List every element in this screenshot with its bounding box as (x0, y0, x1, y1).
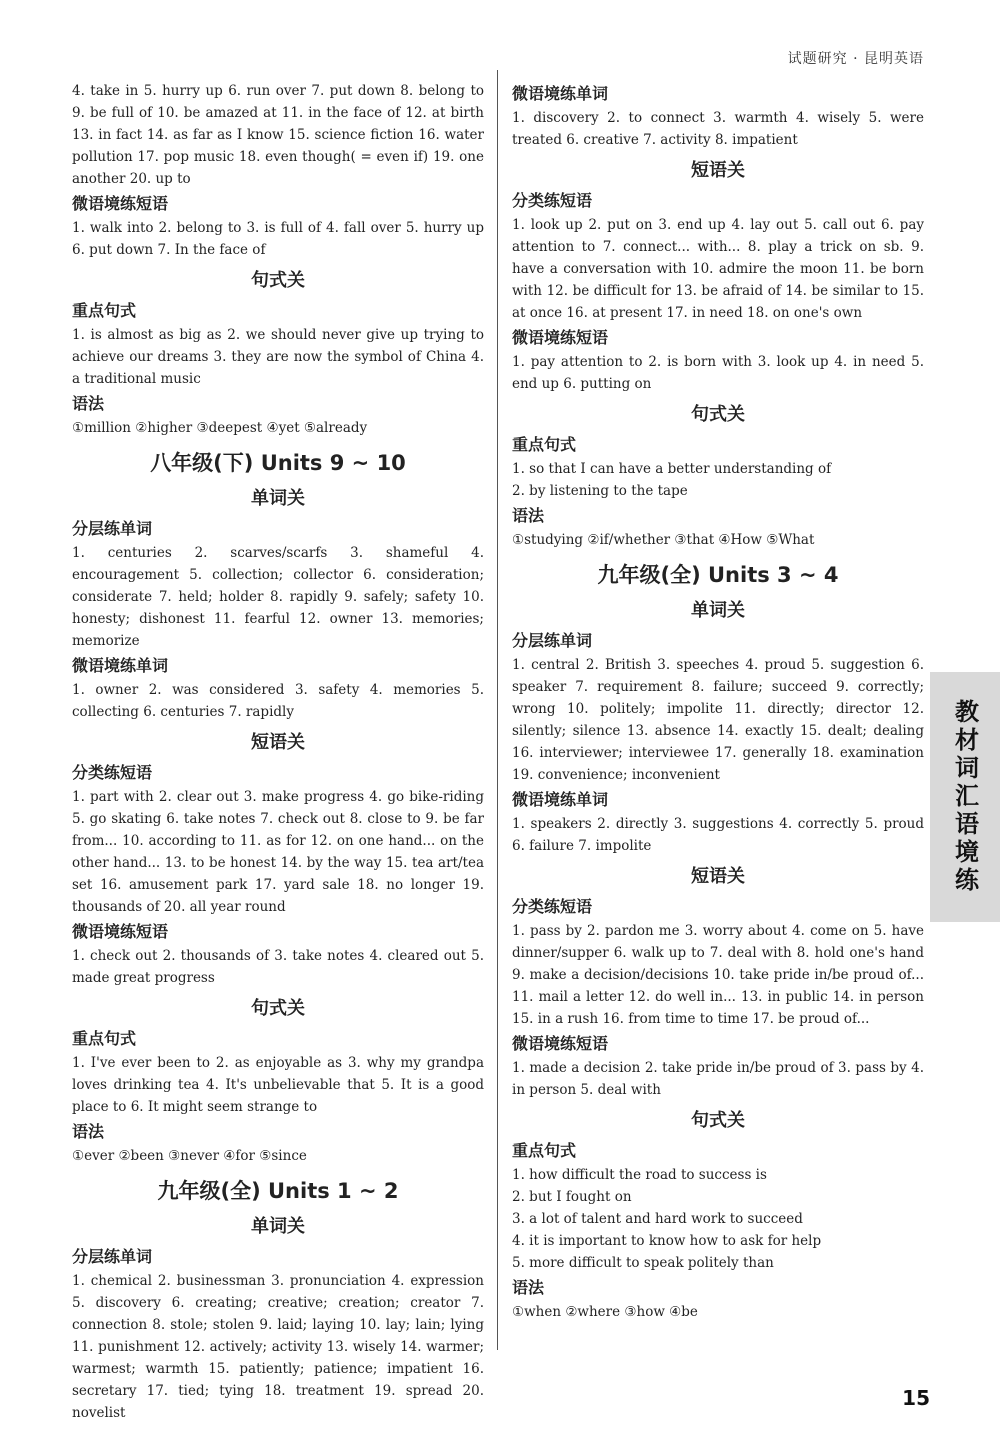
block-heading: 分层练单词 (72, 1247, 153, 1266)
block-heading: 重点句式 (512, 1141, 577, 1160)
section-heading: 句式关 (691, 404, 745, 425)
page-number: 15 (902, 1386, 930, 1410)
answer-text: 1. discovery 2. to connect 3. warmth 4. wisely 5. were treated 6. creative 7. activity 8. impatient (512, 110, 924, 148)
block-heading: 分类练短语 (512, 897, 593, 916)
right-column (512, 80, 924, 1323)
answer-text: 1. look up 2. put on 3. end up 4. lay out 5. call out 6. pay attention to 7. connect... with... 8. play a trick on sb. 9. have a conversation with 10. admire the moon 11. be born with 12. be difficult for 13. be afraid of 14. be similar to 15. at once 16. at present 17. in need 18. on one's own (512, 217, 924, 321)
answer-text: 1. speakers 2. directly 3. suggestions 4. correctly 5. proud 6. failure 7. impolite (512, 816, 924, 854)
block-heading: 微语境练单词 (512, 84, 609, 103)
answer-text: 1. I've ever been to 2. as enjoyable as 3. why my grandpa loves drinking tea 4. It's unbelievable that 5. It is a good place to 6. It might seem strange to (72, 1055, 484, 1115)
block-heading: 微语境练短语 (512, 1034, 609, 1053)
answer-text: 2. by listening to the tape (512, 483, 688, 499)
answer-text: 4. take in 5. hurry up 6. run over 7. put down 8. belong to 9. be full of 10. be amazed at 11. in the face of 12. at birth 13. in fact 14. as far as I know 15. science fiction 16. water pollution 17. pop music 18. even though( = even if) 19. one another 20. up to (72, 83, 484, 187)
answer-text: 3. a lot of talent and hard work to succeed (512, 1211, 803, 1227)
unit-title: 九年级(全) Units 3 ~ 4 (597, 563, 839, 587)
unit-title: 八年级(下) Units 9 ~ 10 (150, 451, 406, 475)
side-tab (930, 672, 1000, 922)
section-heading: 句式关 (251, 998, 305, 1019)
answer-text: 1. is almost as big as 2. we should never give up trying to achieve our dreams 3. they are now the symbol of China 4. a traditional music (72, 327, 484, 387)
block-heading: 语法 (72, 394, 105, 413)
answer-text: 1. pay attention to 2. is born with 3. look up 4. in need 5. end up 6. putting on (512, 354, 924, 392)
section-heading: 短语关 (251, 732, 305, 753)
answer-text: 1. made a decision 2. take pride in/be proud of 3. pass by 4. in person 5. deal with (512, 1060, 924, 1098)
left-column (72, 80, 484, 1424)
block-heading: 微语境练短语 (512, 328, 609, 347)
answer-text: 1. check out 2. thousands of 3. take notes 4. cleared out 5. made great progress (72, 948, 484, 986)
answer-text: 4. it is important to know how to ask for help (512, 1233, 822, 1249)
answer-text: 1. walk into 2. belong to 3. is full of 4. fall over 5. hurry up 6. put down 7. In the face of (72, 220, 484, 258)
answer-text: 5. more difficult to speak politely than (512, 1255, 774, 1271)
block-heading: 微语境练短语 (72, 922, 169, 941)
block-heading: 语法 (72, 1122, 105, 1141)
answer-text: 1. part with 2. clear out 3. make progress 4. go bike-riding 5. go skating 6. take notes 7. check out 8. close to 9. be far from... 10. according to 11. as for 12. on one hand... on the other hand... 13. to be honest 14. by the way 15. tea art/tea set 16. amusement park 17. yard sale 18. no longer 19. thousands of 20. all year round (72, 789, 484, 915)
block-heading: 分类练短语 (512, 191, 593, 210)
block-heading: 重点句式 (72, 301, 137, 320)
answer-text: 2. but I fought on (512, 1189, 632, 1205)
answer-text: 1. how difficult the road to success is (512, 1167, 767, 1183)
answer-text: ①million ②higher ③deepest ④yet ⑤already (72, 420, 368, 436)
block-heading: 语法 (512, 1278, 545, 1297)
block-heading: 微语境练单词 (72, 656, 169, 675)
section-heading: 短语关 (691, 866, 745, 887)
answer-text: 1. central 2. British 3. speeches 4. proud 5. suggestion 6. speaker 7. requirement 8. failure; succeed 9. correctly; wrong 10. politely; impolite 11. directly; director 12. silently; silence 13. absence 14. exactly 15. dealt; dealing 16. interviewer; interviewee 17. generally 18. examination 19. convenience; inconvenient (512, 657, 924, 783)
answer-text: 1. pass by 2. pardon me 3. worry about 4. come on 5. have dinner/supper 6. walk up to 7. deal with 8. hold one's hand 9. make a decision/decisions 10. take pride in/be proud of... 11. mail a letter 12. do well in... 13. in public 14. in person 15. in a rush 16. from time to time 17. be proud of... (512, 923, 924, 1027)
section-heading: 单词关 (251, 1216, 305, 1237)
running-header: 试题研究 · 昆明英语 (787, 51, 924, 67)
block-heading: 重点句式 (72, 1029, 137, 1048)
answer-text: 1. chemical 2. businessman 3. pronunciation 4. expression 5. discovery 6. creating; creative; creation; creator 7. connection 8. stole; stolen 9. laid; laying 10. lay; lain; lying 11. punishment 12. actively; activity 13. wisely 14. warmer; warmest; warmth 15. patiently; patience; impatient 16. secretary 17. tied; tying 18. treatment 19. spread 20. novelist (72, 1273, 484, 1421)
answer-text: ①when ②where ③how ④be (512, 1304, 698, 1320)
side-tab-label: 教材词汇语境练 (950, 699, 979, 895)
section-heading: 单词关 (691, 600, 745, 621)
block-heading: 语法 (512, 506, 545, 525)
answer-text: 1. so that I can have a better understanding of (512, 461, 832, 477)
section-heading: 句式关 (691, 1110, 745, 1131)
block-heading: 重点句式 (512, 435, 577, 454)
section-heading: 句式关 (251, 270, 305, 291)
block-heading: 分类练短语 (72, 763, 153, 782)
block-heading: 微语境练短语 (72, 194, 169, 213)
section-heading: 短语关 (691, 160, 745, 181)
unit-title: 九年级(全) Units 1 ~ 2 (157, 1179, 399, 1203)
answer-text: 1. centuries 2. scarves/scarfs 3. shameful 4. encouragement 5. collection; collector 6. consideration; considerate 7. held; holder 8. rapidly 9. safely; safety 10. honesty; dishonest 11. fearful 12. owner 13. memories; memorize (72, 545, 484, 649)
answer-text: 1. owner 2. was considered 3. safety 4. memories 5. collecting 6. centuries 7. rapidly (72, 682, 484, 720)
answer-text: ①ever ②been ③never ④for ⑤since (72, 1148, 307, 1164)
answer-text: ①studying ②if/whether ③that ④How ⑤What (512, 532, 815, 548)
block-heading: 微语境练单词 (512, 790, 609, 809)
block-heading: 分层练单词 (72, 519, 153, 538)
block-heading: 分层练单词 (512, 631, 593, 650)
section-heading: 单词关 (251, 488, 305, 509)
